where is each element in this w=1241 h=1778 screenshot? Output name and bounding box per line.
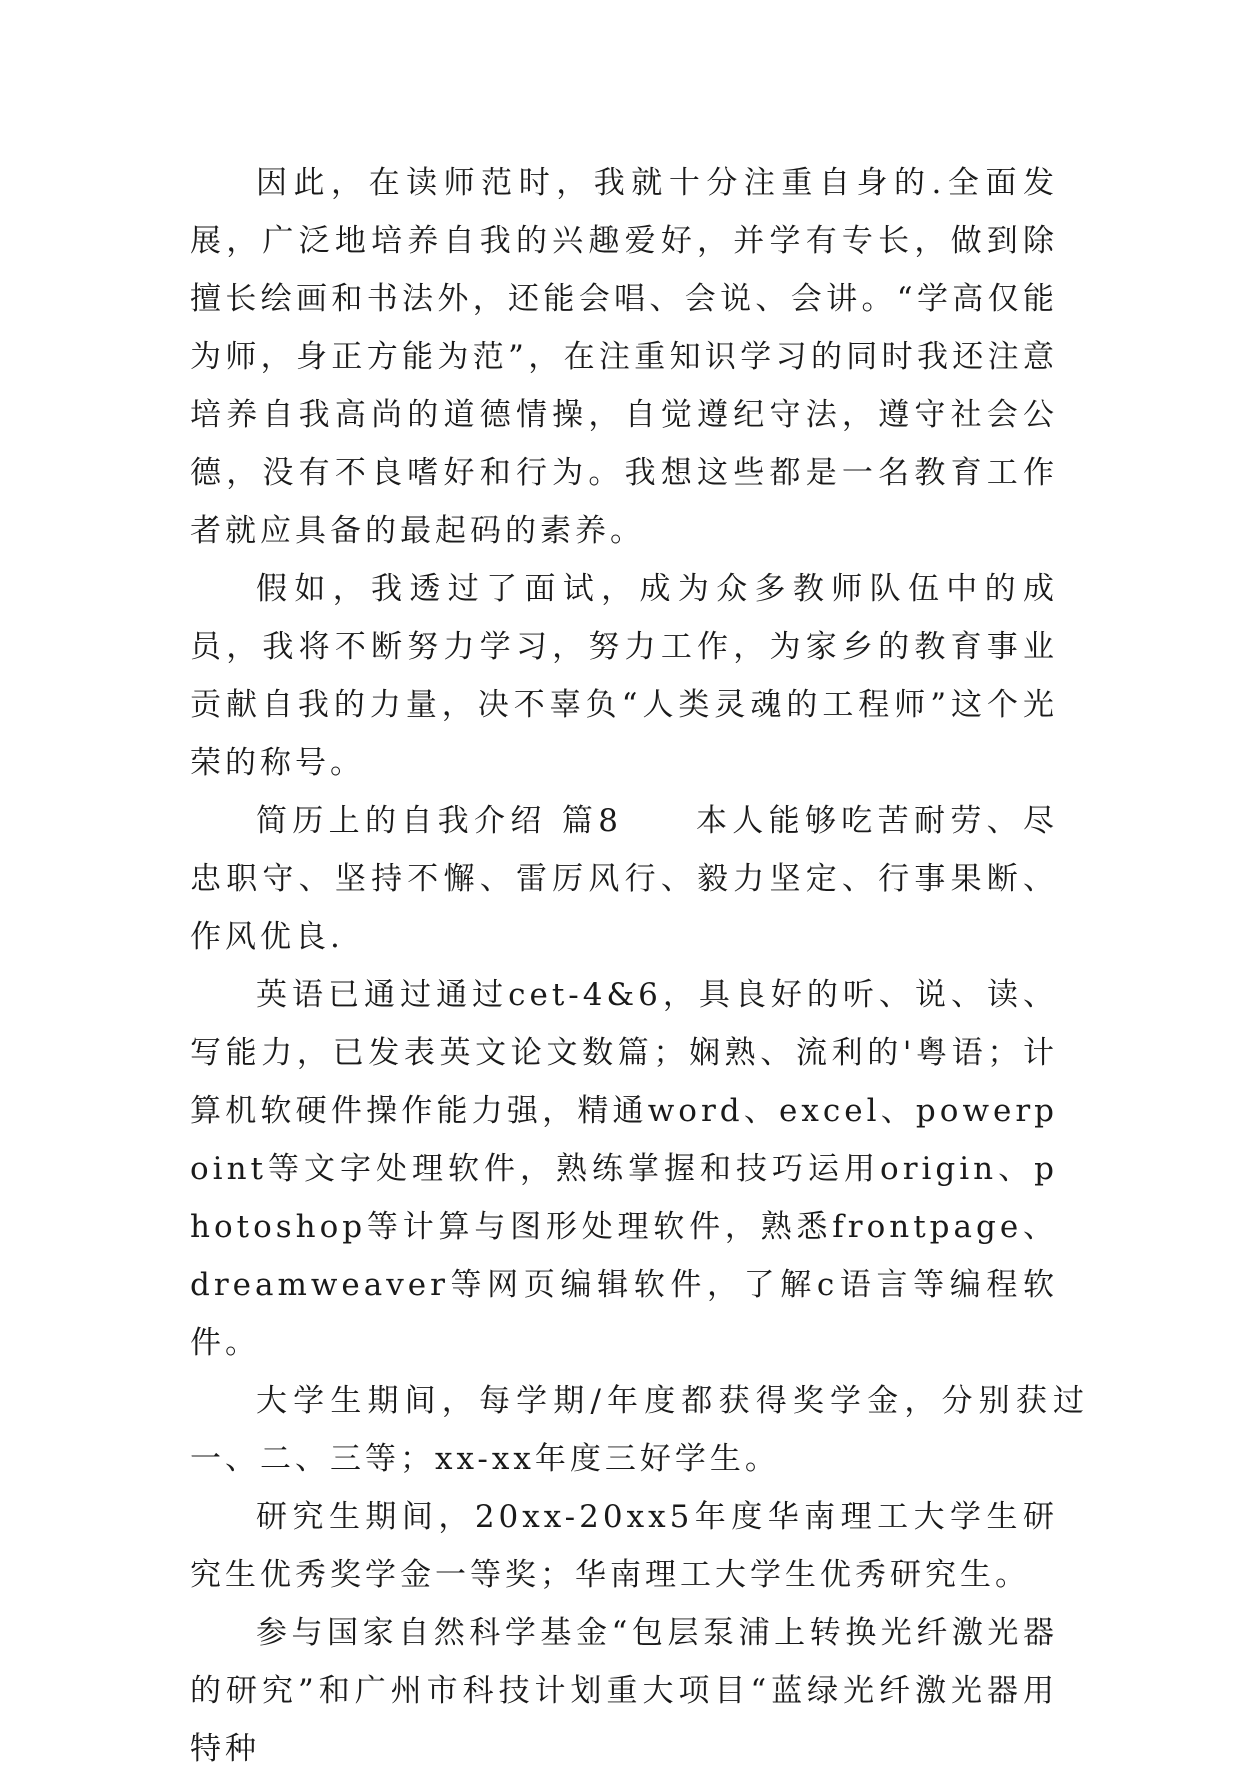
paragraph-undergrad-awards: 大学生期间，每学期/年度都获得奖学金，分别获过一、二、三等；xx-xx年度三好学生。 [190, 1383, 1088, 1477]
paragraph-self-development: 因此，在读师范时，我就十分注重自身的.全面发展，广泛地培养自我的兴趣爱好，并学有专长，做到除擅长绘画和书法外，还能会唱、会说、会讲。“学高仅能为师，身正方能为范”，在注重知识学习的同时我还注意培养自我高尚的道德情操，自觉遵纪守法，遵守社会公德，没有不良嗜好和行为。我想这些都是一名教育工作者就应具备的最起码的素养。 [190, 165, 1058, 549]
paragraph-resume-intro: 简历上的自我介绍 篇8 本人能够吃苦耐劳、尽忠职守、坚持不懈、雷厉风行、毅力坚定、行事果断、作风优良. [190, 803, 1058, 955]
paragraph-interview-goal: 假如，我透过了面试，成为众多教师队伍中的成员，我将不断努力学习，努力工作，为家乡的教育事业贡献自我的力量，决不辜负“人类灵魂的工程师”这个光荣的称号。 [190, 571, 1058, 781]
document-body [190, 154, 1088, 1778]
paragraph-graduate-awards: 研究生期间，20xx-20xx5年度华南理工大学生研究生优秀奖学金一等奖；华南理工大学生优秀研究生。 [190, 1499, 1058, 1593]
paragraph-skills: 英语已通过通过cet-4&6，具良好的听、说、读、写能力，已发表英文论文数篇；娴熟、流利的'粤语；计算机软硬件操作能力强，精通word、excel、powerpoint等文字处理软件，熟练掌握和技巧运用origin、photoshop等计算与图形处理软件，熟悉frontpage、dreamweaver等网页编辑软件，了解c语言等编程软件。 [190, 977, 1058, 1361]
paragraph-research-projects: 参与国家自然科学基金“包层泵浦上转换光纤激光器的研究”和广州市科技计划重大项目“蓝绿光纤激光器用特种 [190, 1615, 1058, 1767]
